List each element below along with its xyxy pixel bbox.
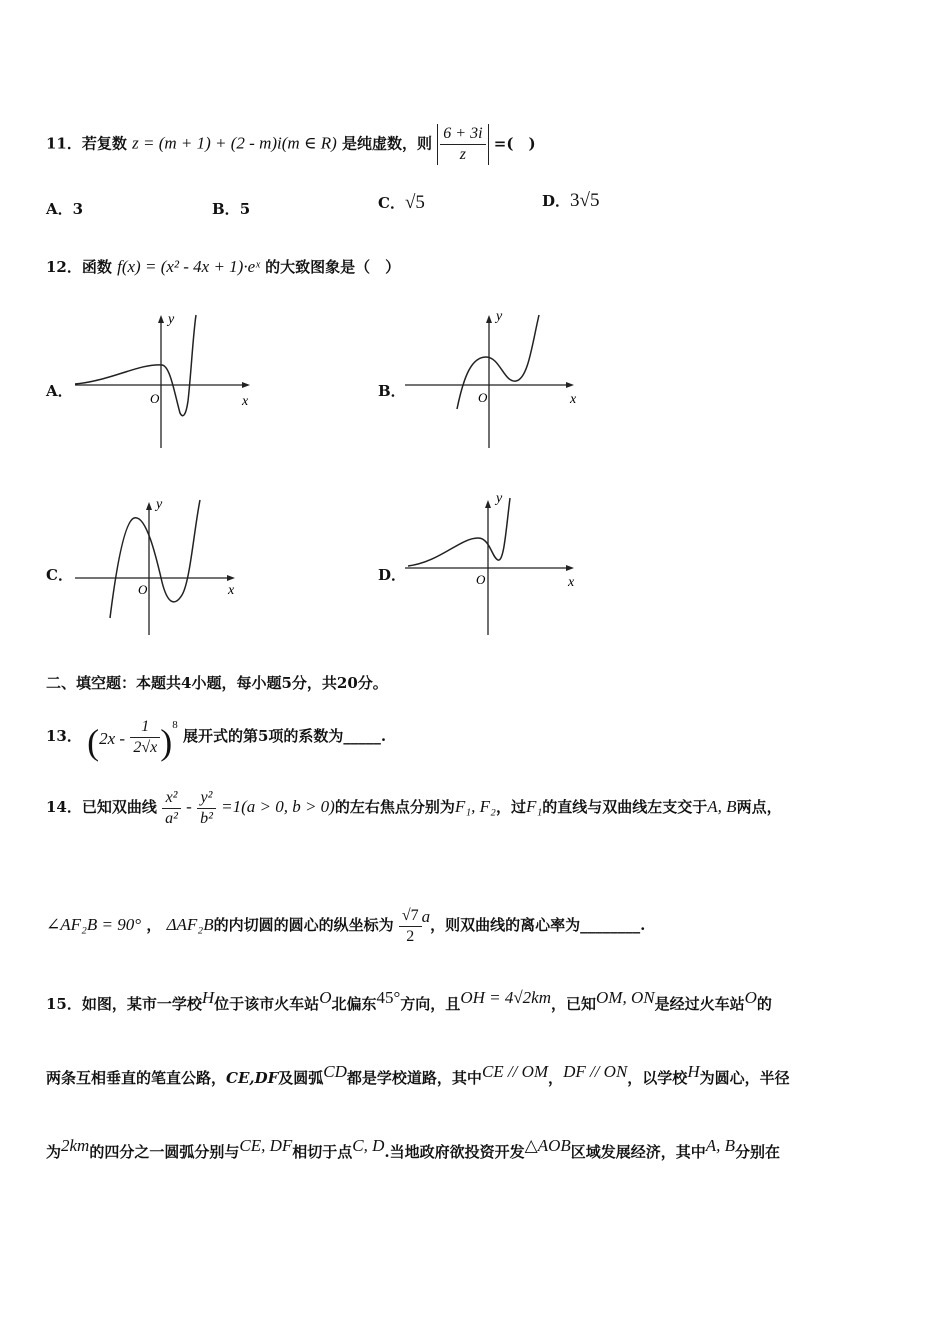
graph-d-x-label: x: [568, 575, 575, 590]
q11-option-d: D．3√5: [542, 190, 600, 211]
q15-line2-seg-2: 及圆弧: [278, 1069, 324, 1087]
q15-line1-seg-1: H: [201, 988, 215, 1007]
q15-line1-seg-6: 方向，且: [400, 995, 461, 1013]
q12-label-b: B．: [378, 382, 406, 400]
q12-stem: [46, 254, 400, 280]
q15-line2-seg-0: 两条互相垂直的笔直公路，: [46, 1069, 227, 1087]
q15-line3-seg-10: 分别在: [735, 1143, 781, 1161]
graph-c-curve: [110, 500, 200, 618]
q15-line1-seg-0: 如图，某市一学校: [81, 995, 202, 1013]
q15-line3-seg-5: C, D: [352, 1136, 385, 1155]
q12-label-c: C．: [46, 566, 73, 584]
q14-foci: F₁, F₂: [454, 797, 496, 816]
graph-d: [400, 490, 590, 640]
q11-abs: [437, 124, 488, 165]
graph-d-curve: [408, 498, 510, 566]
q15-line3-seg-3: CE, DF: [239, 1136, 293, 1155]
graph-b-x-arrow: [566, 382, 574, 388]
q11-option-c: C．√5: [378, 192, 425, 213]
q15-line2-seg-5: CE // OM: [481, 1062, 549, 1081]
q15-line2-seg-1: CE,DF: [226, 1069, 279, 1087]
graph-a-origin: O: [150, 391, 160, 406]
q15-line1-seg-7: OH = 4√2km: [460, 988, 551, 1007]
graph-c-x-arrow: [227, 575, 235, 581]
q15-line1-seg-2: 位于该市火车站: [214, 995, 320, 1013]
q12-expr: f(x) = (x² - 4x + 1)·eˣ: [117, 257, 260, 276]
graph-d-y-arrow: [485, 500, 491, 508]
q15-line3-seg-9: A, B: [705, 1136, 736, 1155]
graph-a-y-arrow: [158, 315, 164, 323]
q15-line1: [46, 986, 772, 1016]
q12-number: 12．: [46, 258, 82, 276]
q11-fraction: [440, 124, 485, 165]
section2-heading: 二、填空题：本题共4小题，每小题5分，共20分。: [46, 674, 388, 692]
graph-c-y-label: y: [156, 497, 163, 512]
q14-radius-frac: $\frac{√7}{2}$: [399, 906, 422, 947]
q15-line2-seg-3: CD: [323, 1062, 347, 1081]
q11-number: 11．: [46, 134, 82, 153]
graph-a-curve: [75, 315, 196, 416]
q15-line2-seg-10: 为圆心，半径: [699, 1069, 790, 1087]
q12-label-d: D．: [378, 566, 407, 584]
q14-tail: ，则双曲线的离心率为________.: [430, 916, 646, 934]
q11-frac-num: 6 + 3i: [440, 124, 485, 145]
graph-a-x-arrow: [242, 382, 250, 388]
q12-tail: 的大致图象是（ ）: [265, 258, 401, 276]
q11-expr: z = (m + 1) + (2 - m)i(m ∈ R): [132, 133, 337, 153]
q15-line1-seg-12: 的: [756, 995, 772, 1013]
q14-minus: -: [186, 797, 192, 816]
q13-inner: 2x -: [99, 729, 126, 748]
q15-line2-seg-7: DF // ON: [563, 1062, 628, 1081]
q15-line3-seg-0: 为: [46, 1143, 62, 1161]
q15-line3-seg-1: 2km: [61, 1136, 90, 1155]
graph-b-x-label: x: [570, 392, 577, 407]
q13-paren: (2x - $\frac{1}{2√x}$ )$^8$: [87, 718, 178, 762]
graph-c: [70, 490, 260, 640]
q14-triangle: ΔAF₂B: [166, 915, 214, 934]
q15-line2-seg-9: H: [687, 1062, 700, 1081]
q15-line3: [46, 1134, 780, 1164]
q14-angle: ∠AF₂B = 90°: [46, 915, 142, 934]
graph-a: [70, 305, 260, 455]
graph-c-origin: O: [138, 582, 148, 597]
q13-frac-num: 1: [130, 717, 160, 738]
q13-fraction: [130, 717, 160, 758]
graph-a-y-label: y: [168, 312, 175, 327]
q11-tail: =( ): [493, 134, 536, 153]
q11-option-a: A．3: [46, 200, 84, 218]
q13-tail: 展开式的第5项的系数为_____.: [182, 727, 387, 745]
q15-line3-seg-7: △AOB: [524, 1136, 571, 1155]
q14-frac2: $\frac{\text{y²}}{\text{b²}}$: [197, 788, 216, 829]
q14-eq: =1(a > 0, b > 0): [221, 797, 335, 816]
q15-line3-seg-2: 的四分之一圆弧分别与: [89, 1143, 240, 1161]
q12-label-a: A．: [46, 382, 73, 400]
q15-line3-seg-4: 相切于点: [292, 1143, 353, 1161]
q15-line3-seg-8: 区域发展经济，其中: [570, 1143, 706, 1161]
q14-lead: 已知双曲线: [81, 798, 157, 816]
graph-b-y-label: y: [496, 309, 503, 324]
q12-lead: 函数: [81, 258, 112, 276]
q13-frac-den: 2√x: [133, 739, 158, 756]
q14-line1: 14．已知双曲线 $\frac{\text{x²}}{\text{a²}}$ - $\frac{\text{y²}}{\text{b²}}$ =1(a > 0, b > 0)的左右焦点分别为F₁, F₂，过F₁的直线与双曲线左支交于A, B两点，: [46, 788, 782, 827]
q15-line3-seg-6: .当地政府欲投资开发: [384, 1143, 525, 1161]
graph-d-x-arrow: [566, 565, 574, 571]
q15-line1-seg-8: ，已知: [551, 995, 597, 1013]
graph-b-y-arrow: [486, 315, 492, 323]
q13-stem: [46, 700, 386, 774]
q15-line2-seg-6: ，: [548, 1069, 564, 1087]
q15-line2: [46, 1060, 790, 1090]
q15-line2-seg-8: ，以学校: [627, 1069, 688, 1087]
graph-b-origin: O: [478, 390, 488, 405]
q14-number: 14．: [46, 798, 82, 816]
q13-number: 13．: [46, 727, 82, 745]
graph-b: [400, 305, 590, 455]
q15-line1-seg-10: 是经过火车站: [654, 995, 745, 1013]
q15-line1-seg-3: O: [319, 988, 332, 1007]
graph-a-x-label: x: [242, 394, 249, 409]
q14-frac1: $\frac{\text{x²}}{\text{a²}}$: [162, 788, 181, 829]
q15-number: 15．: [46, 995, 82, 1013]
q15-line1-seg-4: 北偏东: [331, 995, 377, 1013]
graph-c-y-arrow: [146, 502, 152, 510]
q11-stem: [46, 124, 536, 165]
q14-line2: ∠AF₂B = 90° ， ΔAF₂B的内切圆的圆心的纵坐标为 $\frac{√7}{2}$ a，则双曲线的离心率为________.: [46, 906, 646, 945]
q11-lead: 若复数: [81, 134, 127, 153]
q15-line1-seg-9: OM, ON: [596, 988, 655, 1007]
q15-line1-seg-11: O: [744, 988, 757, 1007]
q15-line1-seg-5: 45°: [376, 988, 401, 1007]
graph-c-x-label: x: [228, 583, 235, 598]
graph-d-origin: O: [476, 572, 486, 587]
graph-d-y-label: y: [496, 491, 503, 506]
q15-line2-seg-4: 都是学校道路，其中: [346, 1069, 482, 1087]
graph-b-curve: [457, 315, 539, 409]
q11-frac-den: z: [459, 146, 467, 163]
q11-option-b: B．5: [212, 200, 251, 218]
q11-mid: 是纯虚数，则: [342, 134, 433, 153]
q13-power: 8: [172, 719, 178, 731]
